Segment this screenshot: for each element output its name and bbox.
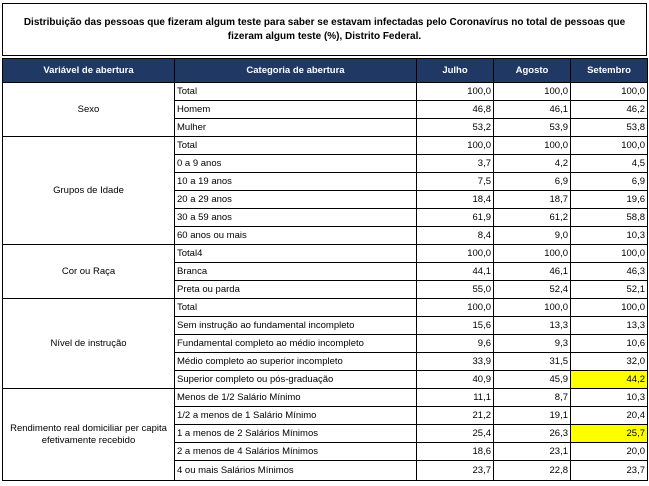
julho-cell: 61,9 — [417, 209, 494, 227]
julho-cell: 55,0 — [417, 281, 494, 299]
setembro-cell: 6,9 — [571, 173, 648, 191]
category-cell: Fundamental completo ao médio incompleto — [175, 335, 417, 353]
julho-cell: 33,9 — [417, 353, 494, 371]
category-cell: Total — [175, 299, 417, 317]
agosto-cell: 18,7 — [494, 191, 571, 209]
category-cell: 4 ou mais Salários Mínimos — [175, 461, 417, 481]
data-table — [2, 58, 648, 481]
setembro-cell: 100,0 — [571, 245, 648, 263]
agosto-cell: 4,2 — [494, 155, 571, 173]
agosto-cell: 26,3 — [494, 425, 571, 443]
category-cell: 30 a 59 anos — [175, 209, 417, 227]
agosto-cell: 8,7 — [494, 389, 571, 407]
setembro-cell: 13,3 — [571, 317, 648, 335]
category-cell: Menos de 1/2 Salário Mínimo — [175, 389, 417, 407]
table-row — [3, 245, 648, 263]
setembro-cell: 20,0 — [571, 443, 648, 461]
header-setembro: Setembro — [571, 59, 648, 83]
header-agosto: Agosto — [494, 59, 571, 83]
agosto-cell: 19,1 — [494, 407, 571, 425]
category-cell: Branca — [175, 263, 417, 281]
agosto-cell: 9,3 — [494, 335, 571, 353]
table-row — [3, 299, 648, 317]
category-cell: Mulher — [175, 119, 417, 137]
julho-cell: 18,6 — [417, 443, 494, 461]
title-line-1: Distribuição das pessoas que fizeram algum teste para saber se estavam infectadas pelo Coronavírus no total de pessoas que — [23, 16, 626, 28]
category-cell: 10 a 19 anos — [175, 173, 417, 191]
setembro-cell: 19,6 — [571, 191, 648, 209]
category-cell: 1 a menos de 2 Salários Mínimos — [175, 425, 417, 443]
setembro-cell: 10,6 — [571, 335, 648, 353]
agosto-cell: 100,0 — [494, 245, 571, 263]
julho-cell: 100,0 — [417, 299, 494, 317]
agosto-cell: 13,3 — [494, 317, 571, 335]
setembro-cell: 44,2 — [571, 371, 648, 389]
category-cell: 1/2 a menos de 1 Salário Mínimo — [175, 407, 417, 425]
setembro-cell: 46,2 — [571, 101, 648, 119]
julho-cell: 23,7 — [417, 461, 494, 481]
julho-cell: 11,1 — [417, 389, 494, 407]
julho-cell: 18,4 — [417, 191, 494, 209]
julho-cell: 100,0 — [417, 83, 494, 101]
julho-cell: 53,2 — [417, 119, 494, 137]
agosto-cell: 31,5 — [494, 353, 571, 371]
category-cell: 60 anos ou mais — [175, 227, 417, 245]
title-line-2: fizeram algum teste (%), Distrito Federal. — [227, 30, 422, 42]
agosto-cell: 6,9 — [494, 173, 571, 191]
header-julho: Julho — [417, 59, 494, 83]
category-cell: Médio completo ao superior incompleto — [175, 353, 417, 371]
variable-cell: Grupos de Idade — [3, 137, 175, 245]
variable-cell: Nível de instrução — [3, 299, 175, 389]
julho-cell: 100,0 — [417, 137, 494, 155]
setembro-cell: 25,7 — [571, 425, 648, 443]
julho-cell: 21,2 — [417, 407, 494, 425]
julho-cell: 100,0 — [417, 245, 494, 263]
setembro-cell: 32,0 — [571, 353, 648, 371]
setembro-cell: 100,0 — [571, 299, 648, 317]
julho-cell: 3,7 — [417, 155, 494, 173]
category-cell: 20 a 29 anos — [175, 191, 417, 209]
setembro-cell: 52,1 — [571, 281, 648, 299]
variable-cell: Cor ou Raça — [3, 245, 175, 299]
agosto-cell: 46,1 — [494, 101, 571, 119]
agosto-cell: 23,1 — [494, 443, 571, 461]
category-cell: Total — [175, 137, 417, 155]
category-cell: Superior completo ou pós-graduação — [175, 371, 417, 389]
agosto-cell: 9,0 — [494, 227, 571, 245]
category-cell: 0 a 9 anos — [175, 155, 417, 173]
agosto-cell: 22,8 — [494, 461, 571, 481]
julho-cell: 25,4 — [417, 425, 494, 443]
agosto-cell: 61,2 — [494, 209, 571, 227]
setembro-cell: 10,3 — [571, 227, 648, 245]
header-categoria: Categoria de abertura — [175, 59, 417, 83]
julho-cell: 46,8 — [417, 101, 494, 119]
variable-cell: Rendimento real domiciliar per capita efetivamente recebido — [3, 389, 175, 481]
table-body — [3, 83, 648, 481]
setembro-cell: 10,3 — [571, 389, 648, 407]
julho-cell: 8,4 — [417, 227, 494, 245]
category-cell: Total — [175, 83, 417, 101]
julho-cell: 7,5 — [417, 173, 494, 191]
variable-cell: Sexo — [3, 83, 175, 137]
agosto-cell: 100,0 — [494, 137, 571, 155]
setembro-cell: 4,5 — [571, 155, 648, 173]
category-cell: Total4 — [175, 245, 417, 263]
setembro-cell: 23,7 — [571, 461, 648, 481]
setembro-cell: 58,8 — [571, 209, 648, 227]
agosto-cell: 100,0 — [494, 299, 571, 317]
setembro-cell: 100,0 — [571, 137, 648, 155]
category-cell: Preta ou parda — [175, 281, 417, 299]
setembro-cell: 53,8 — [571, 119, 648, 137]
category-cell: 2 a menos de 4 Salários Mínimos — [175, 443, 417, 461]
setembro-cell: 100,0 — [571, 83, 648, 101]
header-variavel: Variável de abertura — [3, 59, 175, 83]
agosto-cell: 53,9 — [494, 119, 571, 137]
agosto-cell: 52,4 — [494, 281, 571, 299]
agosto-cell: 45,9 — [494, 371, 571, 389]
table-row — [3, 83, 648, 101]
julho-cell: 15,6 — [417, 317, 494, 335]
setembro-cell: 20,4 — [571, 407, 648, 425]
julho-cell: 9,6 — [417, 335, 494, 353]
category-cell: Sem instrução ao fundamental incompleto — [175, 317, 417, 335]
setembro-cell: 46,3 — [571, 263, 648, 281]
table-title — [2, 3, 647, 56]
table-row — [3, 389, 648, 407]
agosto-cell: 100,0 — [494, 83, 571, 101]
category-cell: Homem — [175, 101, 417, 119]
header-row — [3, 59, 648, 83]
julho-cell: 40,9 — [417, 371, 494, 389]
table-row — [3, 137, 648, 155]
agosto-cell: 46,1 — [494, 263, 571, 281]
julho-cell: 44,1 — [417, 263, 494, 281]
